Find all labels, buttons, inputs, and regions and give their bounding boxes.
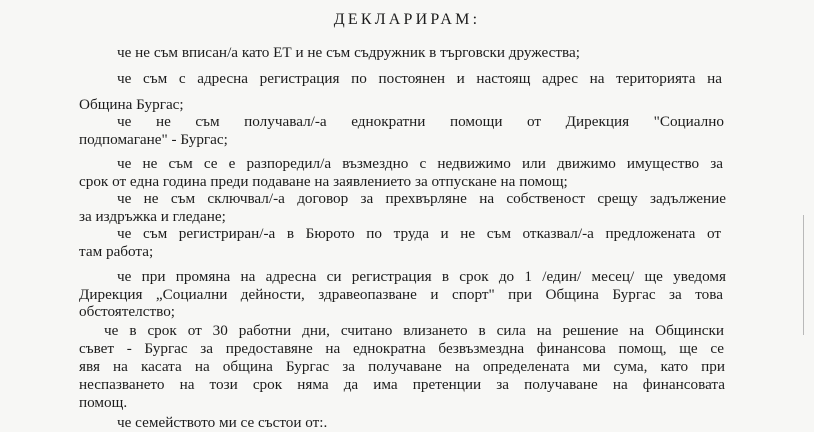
declaration-line: неспазването на този срок няма да има претенции за получаване на финансовата [79,376,725,393]
declaration-line: че съм с адресна регистрация по постоянен и настоящ адрес на територията на [117,70,722,87]
declaration-line: че не съм се е разпоредил/а възмездно с недвижимо или движимо имущество за [117,155,723,172]
declaration-line: помощ. [79,394,128,411]
declaration-line: че не съм вписан/а като ЕТ и не съм съдружник в търговски дружества; [117,44,580,61]
declaration-line: подпомагане" - Бургас; [79,131,228,148]
declaration-heading: ДЕКЛАРИРАМ: [333,11,481,28]
declaration-line: Дирекция „Социални дейности, здравеопазване и спорт" при Община Бургас за това [79,286,723,303]
declaration-line: Община Бургас; [79,96,184,113]
declaration-line: съвет - Бургас за предоставяне на еднократна безвъзмездна финансова помощ, ще се [79,340,724,357]
declaration-line: че съм регистриран/-а в Бюрото по труда и не съм отказвал/-а предложената от [117,225,721,242]
declaration-line: че в срок от 30 работни дни, считано влизането в сила на решение на Общински [104,322,724,339]
declaration-line: там работа; [79,243,154,260]
declaration-line: за издръжка и гледане; [79,208,226,225]
declaration-line: че семейството ми се състои от:. [117,414,328,431]
declaration-line: обстоятелство; [79,303,176,320]
declaration-line: че не съм сключвал/-а договор за прехвърляне на собственост срещу задължение [117,190,726,207]
declaration-line: срок от една година преди подаване на заявлението за отпускане на помощ; [79,173,568,190]
scan-edge-line [803,215,804,335]
declaration-line: че при промяна на адресна си регистрация в срок до 1 /един/ месец/ ще уведомя [117,268,726,285]
declaration-line: явя на касата на община Бургас за получаване на определената ми сума, като при [79,358,725,375]
declaration-line: че не съм получавал/-а еднократни помощи от Дирекция "Социално [117,113,724,130]
